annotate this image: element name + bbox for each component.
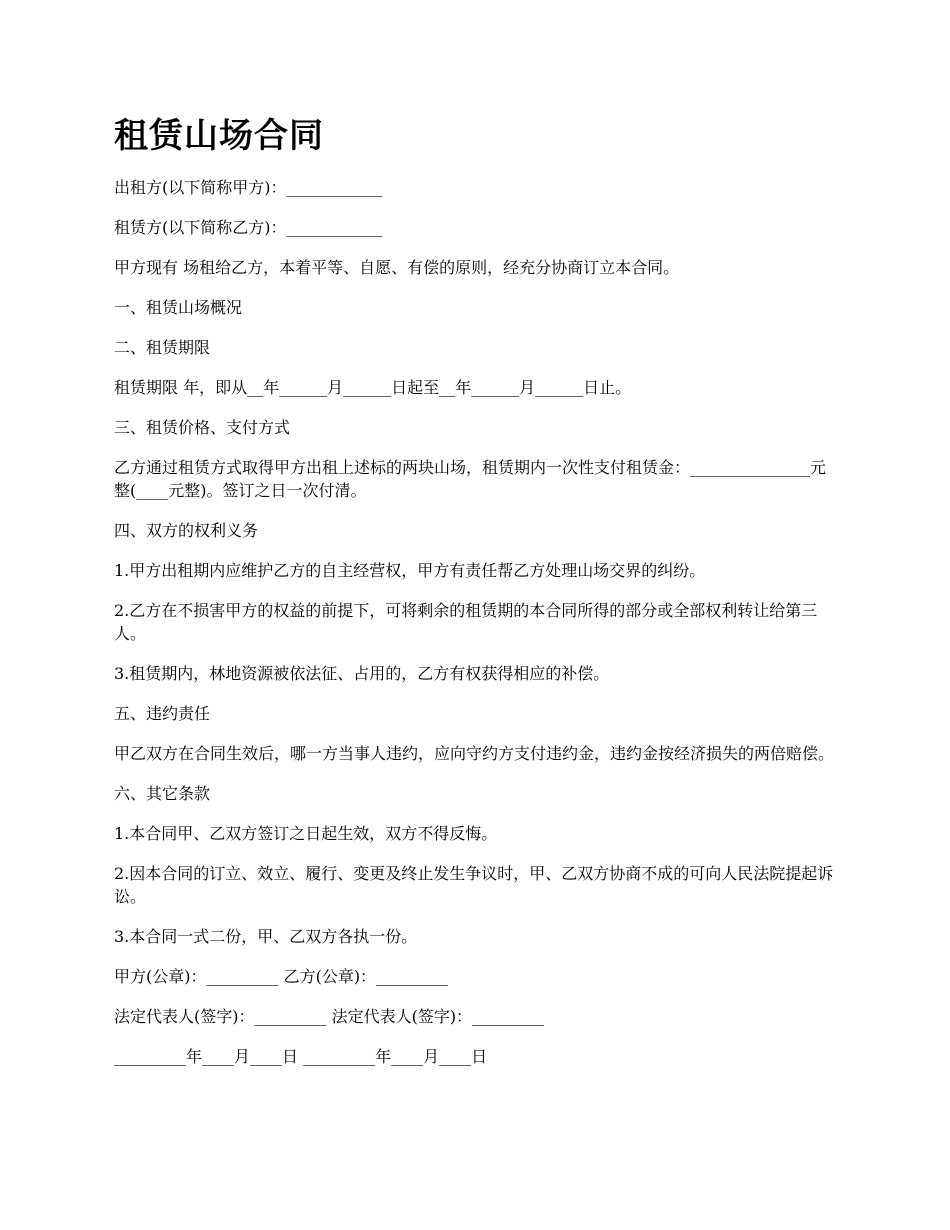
document-title: 租赁山场合同: [114, 116, 324, 156]
rights-clause-2: 2.乙方在不损害甲方的权益的前提下，可将剩余的租赁期的本合同所得的部分或全部权利转让给第三人。: [114, 601, 818, 643]
signature-line: 法定代表人(签字)：_________ 法定代表人(签字)：_________: [114, 1007, 545, 1026]
liability-paragraph: 甲乙双方在合同生效后，哪一方当事人违约，应向守约方支付违约金，违约金按经济损失的两倍赔偿。: [114, 744, 835, 763]
section-heading-term: 二、租赁期限: [114, 338, 211, 357]
section-heading-overview: 一、租赁山场概况: [114, 298, 243, 317]
other-clause-3: 3.本合同一式二份，甲、乙双方各执一份。: [114, 927, 418, 946]
section-heading-other: 六、其它条款: [114, 784, 211, 803]
term-paragraph: 租赁期限 年，即从__年______月______日起至__年______月______日止。: [114, 378, 632, 397]
rights-clause-3: 3.租赁期内，林地资源被依法征、占用的，乙方有权获得相应的补偿。: [114, 664, 610, 683]
date-line: _________年____月____日 _________年____月____日: [114, 1047, 488, 1066]
section-heading-liability: 五、违约责任: [114, 704, 211, 723]
preamble-paragraph: 甲方现有 场租给乙方，本着平等、自愿、有偿的原则，经充分协商订立本合同。: [114, 258, 680, 277]
other-clause-1: 1.本合同甲、乙双方签订之日起生效，双方不得反悔。: [114, 824, 498, 843]
seal-line: 甲方(公章)：_________ 乙方(公章)：_________: [114, 967, 449, 986]
section-heading-rights: 四、双方的权利义务: [114, 521, 259, 540]
rights-clause-1: 1.甲方出租期内应维护乙方的自主经营权，甲方有责任帮乙方处理山场交界的纠纷。: [114, 561, 706, 580]
other-clause-2: 2.因本合同的订立、效立、履行、变更及终止发生争议时，甲、乙双方协商不成的可向人民法院提起诉讼。: [114, 864, 834, 906]
document-page: [114, 112, 840, 1085]
lessor-line: 出租方(以下简称甲方)：____________: [114, 178, 383, 197]
price-paragraph: 乙方通过租赁方式取得甲方出租上述标的两块山场，租赁期内一次性支付租赁金：_______________元整(____元整)。签订之日一次付清。: [114, 458, 827, 500]
lessee-line: 租赁方(以下简称乙方)：____________: [114, 218, 383, 237]
section-heading-price: 三、租赁价格、支付方式: [114, 418, 291, 437]
